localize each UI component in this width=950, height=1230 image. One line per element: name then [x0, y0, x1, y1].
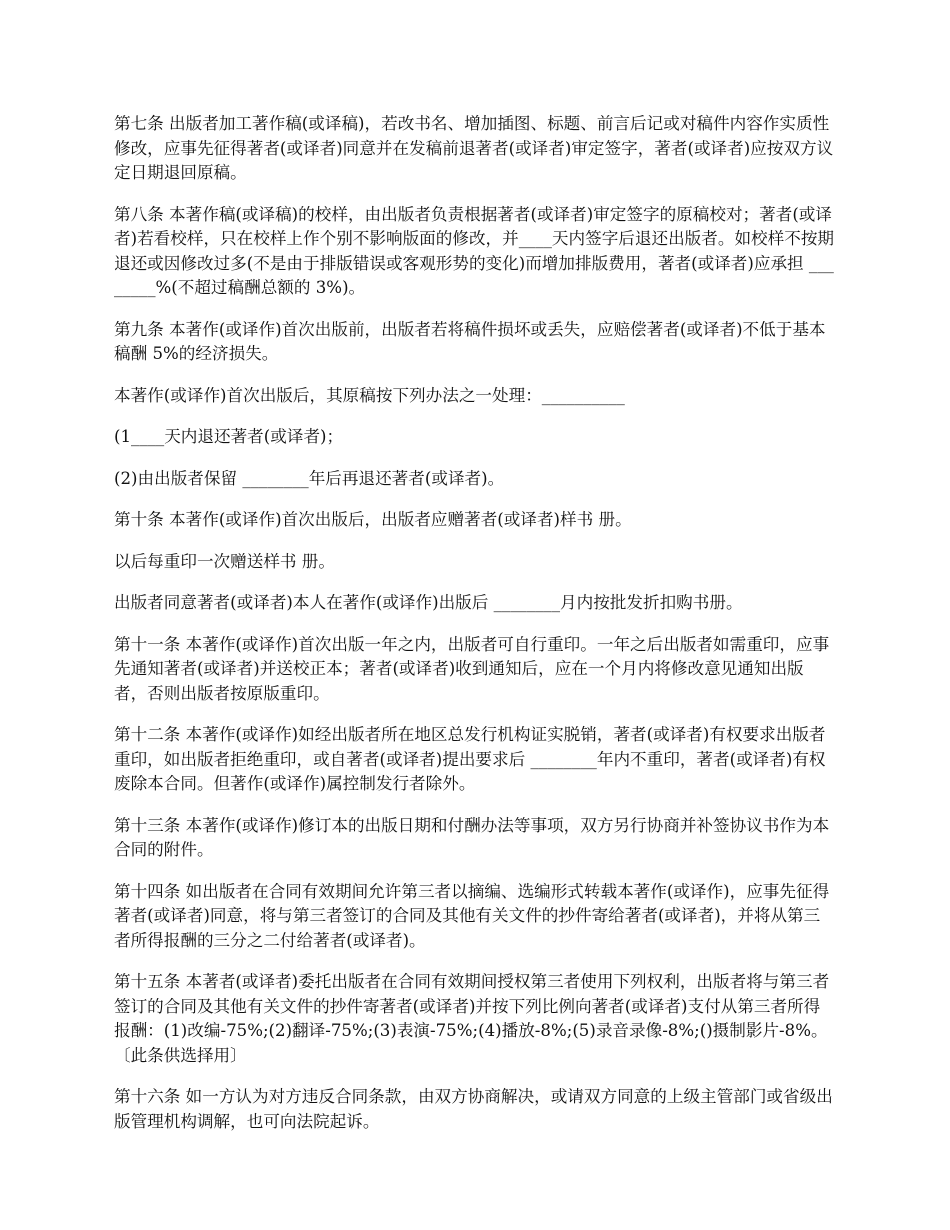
clause-15-paragraph: 第十五条 本著者(或译者)委托出版者在合同有效期间授权第三者使用下列权利，出版者将与第三者签订的合同及其他有关文件的抄件寄著者(或译者)并按下列比例向著者(或译者)支付从第三者所得报酬：(1)改编-75%;(2)翻译-75%;(3)表演-75%;(4)播放-8%;(5)录音录像-8%;()摄制影片-8%。〔此条供选择用〕 — [114, 972, 830, 1065]
clause-7-paragraph: 第七条 出版者加工著作稿(或译稿)，若改书名、增加插图、标题、前言后记或对稿件内容作实质性修改，应事先征得著者(或译者)同意并在发稿前退著者(或译者)审定签字，著者(或译者)应按双方议定日期退回原稿。 — [114, 114, 834, 182]
handling-option-2: (2)由出版者保留 ________年后再退还著者(或译者)。 — [114, 468, 505, 488]
clause-9-paragraph: 第九条 本著作(或译作)首次出版前，出版者若将稿件损坏或丢失，应赔偿著者(或译者)不低于基本稿酬 5%的经济损失。 — [114, 319, 826, 363]
discount-purchase-paragraph: 出版者同意著者(或译者)本人在著作(或译作)出版后 ________月内按批发折扣购书册。 — [114, 593, 743, 612]
clause-12-paragraph: 第十二条 本著作(或译作)如经出版者所在地区总发行机构证实脱销，著者(或译者)有权要求出版者重印，如出版者拒绝重印，或自著者(或译者)提出要求后 ________年内不重印，著者(或译者)有权废除本合同。但著作(或译作)属控制发行者除外。 — [114, 725, 826, 793]
manuscript-handling-paragraph: 本著作(或译作)首次出版后，其原稿按下列办法之一处理：__________ — [114, 385, 625, 405]
document-body — [114, 112, 834, 1151]
clause-8-paragraph: 第八条 本著作稿(或译稿)的校样，由出版者负责根据著者(或译者)审定签字的原稿校对；著者(或译者)若看校样，只在校样上作个别不影响版面的修改，并____天内签字后退还出版者。如校样不按期退还或因修改过多(不是由于排版错误或客观形势的变化)而增加排版费用，著者(或译者)应承担 ________%(不超过稿酬总额的 3%)。 — [114, 204, 835, 297]
clause-14-paragraph: 第十四条 如出版者在合同有效期间允许第三者以摘编、选编形式转载本著作(或译作)，应事先征得著者(或译者)同意，将与第三者签订的合同及其他有关文件的抄件寄给著者(或译者)，并将从第三者所得报酬的三分之二付给著者(或译者)。 — [114, 881, 830, 950]
clause-10-paragraph: 第十条 本著作(或译作)首次出版后，出版者应赠著者(或译者)样书 册。 — [114, 510, 632, 529]
clause-11-paragraph: 第十一条 本著作(或译作)首次出版一年之内，出版者可自行重印。一年之后出版者如需重印，应事先通知著者(或译者)并送校正本；著者(或译者)收到通知后，应在一个月内将修改意见通知出版者，否则出版者按原版重印。 — [114, 634, 830, 703]
handling-option-1: (1____天内退还著者(或译者)； — [114, 427, 344, 446]
clause-13-paragraph: 第十三条 本著作(或译作)修订本的出版日期和付酬办法等事项，双方另行协商并补签协议书作为本合同的附件。 — [114, 815, 830, 859]
clause-16-paragraph: 第十六条 如一方认为对方违反合同条款，由双方协商解决，或请双方同意的上级主管部门或省级出版管理机构调解，也可向法院起诉。 — [114, 1087, 833, 1131]
reprint-sample-paragraph: 以后每重印一次赠送样书 册。 — [114, 551, 335, 571]
